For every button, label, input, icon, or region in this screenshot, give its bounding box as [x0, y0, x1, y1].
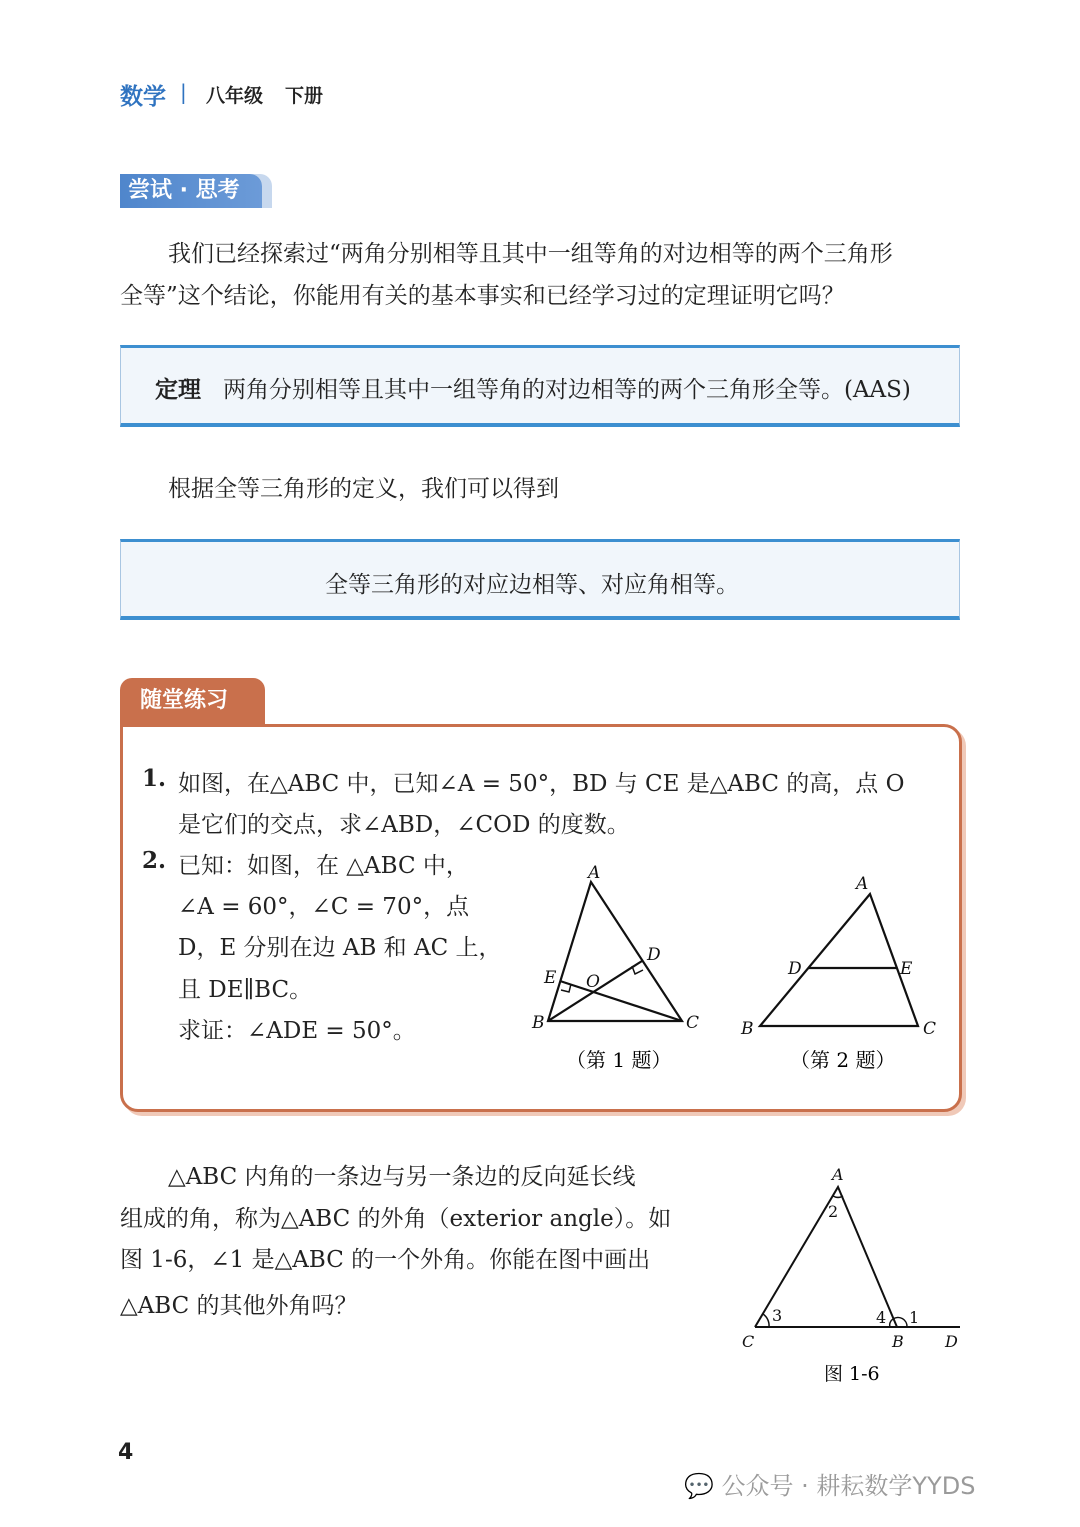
paragraph-line: 我们已经探索过“两角分别相等且其中一组等角的对边相等的两个三角形: [168, 241, 893, 267]
paragraph-line: △ABC 的其他外角吗？: [120, 1293, 358, 1319]
header-subject: 数学: [120, 84, 166, 110]
practice-tab: 随堂练习: [120, 678, 265, 726]
try-think-tab: 尝试 · 思考: [120, 174, 262, 208]
question-line: 如图，在△ABC 中，已知∠A = 50°，BD 与 CE 是△ABC 的高，点 O: [178, 771, 905, 797]
label-e: E: [900, 959, 913, 979]
question-line: 且 DE∥BC。: [178, 977, 313, 1003]
label-a: A: [588, 863, 601, 883]
question-line: D，E 分别在边 AB 和 AC 上，: [178, 935, 502, 961]
label-a: A: [832, 1165, 844, 1184]
header-separator: |: [180, 80, 187, 104]
label-b: B: [532, 1013, 545, 1033]
figure-q1: [548, 882, 682, 1021]
label-e: E: [544, 968, 557, 988]
figure-caption: 图 1-6: [824, 1363, 880, 1385]
label-a: A: [856, 874, 869, 894]
label-c: C: [686, 1013, 700, 1033]
theorem-label: 定理: [155, 377, 201, 403]
figure-caption: （第 2 题）: [790, 1048, 896, 1072]
question-line: ∠A = 60°，∠C = 70°，点: [178, 894, 470, 920]
watermark-text: 公众号 · 耕耘数学YYDS: [721, 1472, 976, 1500]
label-c: C: [742, 1332, 755, 1351]
paragraph-line: 组成的角，称为△ABC 的外角（exterior angle）。如: [120, 1206, 672, 1232]
page-number: 4: [118, 1440, 134, 1465]
watermark: [684, 1466, 975, 1501]
angle-4-arc: [890, 1319, 893, 1327]
paragraph-line: △ABC 内角的一条边与另一条边的反向延长线: [168, 1164, 636, 1190]
angle-1-label: 1: [909, 1308, 920, 1327]
question-line: 求证：∠ADE = 50°。: [178, 1018, 416, 1044]
theorem-text: 两角分别相等且其中一组等角的对边相等的两个三角形全等。(AAS): [222, 377, 911, 403]
question-line: 是它们的交点，求∠ABD，∠COD 的度数。: [178, 812, 630, 838]
label-d: D: [788, 959, 802, 979]
paragraph-line: 全等”这个结论，你能用有关的基本事实和已经学习过的定理证明它吗？: [120, 283, 845, 309]
label-d: D: [945, 1332, 958, 1351]
label-o: O: [586, 972, 600, 992]
angle-2-label: 2: [828, 1202, 839, 1221]
definition-text: 全等三角形的对应边相等、对应角相等。: [325, 572, 739, 598]
label-b: B: [892, 1332, 904, 1351]
angle-4-label: 4: [876, 1308, 887, 1327]
question-number: 2.: [142, 847, 167, 874]
label-d: D: [647, 945, 661, 965]
header-volume: 下册: [285, 85, 324, 107]
figure-q2: [760, 894, 918, 1026]
figure-caption: （第 1 题）: [566, 1048, 672, 1072]
label-b: B: [741, 1019, 754, 1039]
paragraph-line: 图 1-6，∠1 是△ABC 的一个外角。你能在图中画出: [120, 1247, 651, 1273]
label-c: C: [923, 1019, 937, 1039]
question-line: 已知：如图，在 △ABC 中，: [178, 853, 469, 879]
wechat-icon: 💬: [684, 1472, 722, 1500]
triangle-abc: [760, 894, 918, 1026]
question-number: 1.: [142, 765, 167, 792]
figure-1-6: [755, 1187, 960, 1327]
angle-3-label: 3: [772, 1306, 783, 1325]
angle-3-arc: [763, 1314, 769, 1327]
definition-intro: 根据全等三角形的定义，我们可以得到: [168, 476, 559, 502]
angle-2-arc: [833, 1196, 843, 1197]
header-grade: 八年级: [206, 85, 264, 107]
